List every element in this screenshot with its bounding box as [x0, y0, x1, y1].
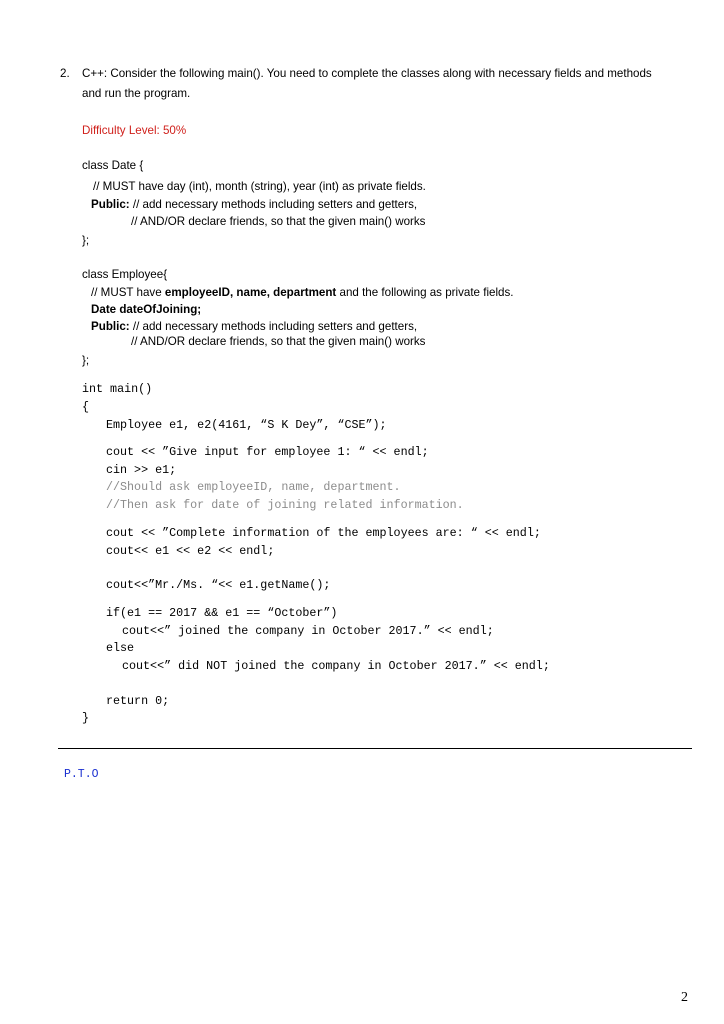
- code-line: Employee e1, e2(4161, “S K Dey”, “CSE”);: [106, 418, 387, 432]
- employee-class-comment2: // AND/OR declare friends, so that the given main() works: [131, 335, 426, 348]
- employee-bold-fields: employeeID, name, department: [164, 286, 337, 299]
- employee-date-field: [91, 303, 201, 317]
- code-line: cout << ”Complete information of the employees are: “ << endl;: [106, 526, 541, 540]
- page-number: 2: [681, 990, 688, 1005]
- question-text-line2: and run the program.: [82, 87, 191, 100]
- code-line: else: [106, 641, 135, 655]
- code-line: int main(): [82, 382, 153, 396]
- date-class-comment2: // AND/OR declare friends, so that the given main() works: [131, 215, 426, 228]
- employee-class-header: class Employee{: [82, 268, 168, 281]
- horizontal-divider: [58, 748, 692, 749]
- date-of-joining-field: Date dateOfJoining;: [91, 303, 202, 316]
- employee-class-public-line: [91, 320, 417, 334]
- code-line: cout<<” did NOT joined the company in October 2017.” << endl;: [122, 659, 550, 673]
- code-line: cout<<”Mr./Ms. “<< e1.getName();: [106, 578, 331, 592]
- employee-comment-pre: // MUST have: [91, 286, 165, 299]
- question-text-line1: C++: Consider the following main(). You need to complete the classes along with necessary fields and methods: [82, 67, 652, 80]
- question-number: 2.: [60, 67, 70, 80]
- code-comment: //Should ask employeeID, name, department.: [106, 480, 401, 494]
- code-line: if(e1 == 2017 && e1 == “October”): [106, 606, 338, 620]
- code-line: cout<<” joined the company in October 2017.” << endl;: [122, 624, 494, 638]
- employee-class-comment: [91, 286, 514, 300]
- employee-class-close: };: [82, 354, 90, 367]
- difficulty-level: Difficulty Level: 50%: [82, 124, 187, 137]
- code-line: }: [82, 711, 90, 725]
- public-keyword: Public:: [91, 320, 130, 333]
- code-line: {: [82, 400, 90, 414]
- code-line: return 0;: [106, 694, 170, 708]
- public-comment: // add necessary methods including setters and getters,: [129, 320, 418, 333]
- date-class-comment: // MUST have day (int), month (string), year (int) as private fields.: [93, 180, 426, 193]
- code-line: cin >> e1;: [106, 463, 177, 477]
- code-line: cout << ”Give input for employee 1: “ << endl;: [106, 445, 429, 459]
- date-class-public-line: [91, 198, 417, 212]
- code-comment: //Then ask for date of joining related information.: [106, 498, 464, 512]
- public-keyword: Public:: [91, 198, 130, 211]
- pto-label: P.T.O: [64, 768, 99, 781]
- code-line: cout<< e1 << e2 << endl;: [106, 544, 275, 558]
- date-class-header: class Date {: [82, 159, 144, 172]
- date-class-close: };: [82, 234, 90, 247]
- employee-comment-post: and the following as private fields.: [336, 286, 514, 299]
- public-comment: // add necessary methods including setters and getters,: [129, 198, 418, 211]
